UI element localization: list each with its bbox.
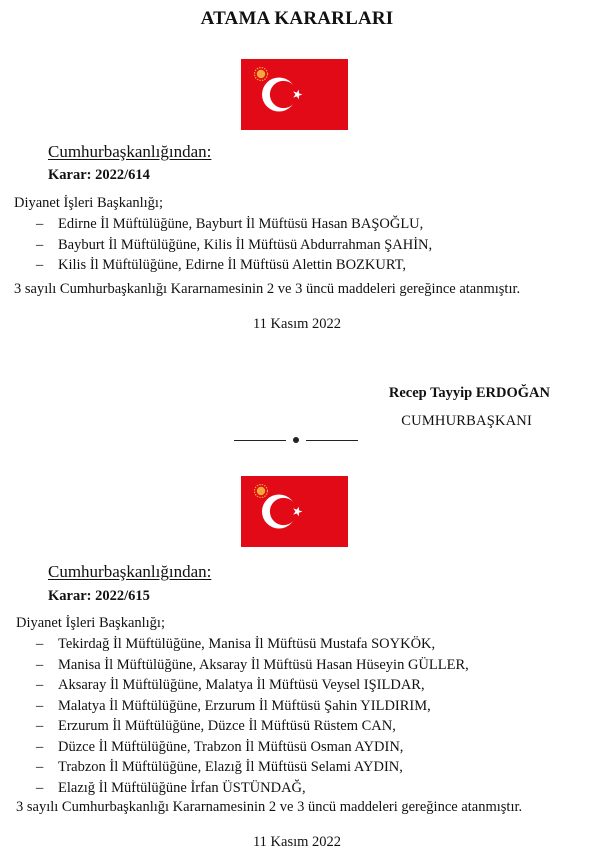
addressee: Diyanet İşleri Başkanlığı; — [14, 195, 163, 211]
decision-number: Karar: 2022/614 — [48, 167, 150, 183]
closing-statement: 3 sayılı Cumhurbaşkanlığı Kararnamesinin 2 ve 3 üncü maddeleri gereğince atanmıştır. — [16, 799, 523, 815]
section-separator — [0, 432, 594, 448]
list-item: – Bayburt İl Müftülüğüne, Kilis İl Müftüsü Abdurrahman ŞAHİN, — [36, 235, 432, 256]
signature-title: CUMHURBAŞKANI — [401, 413, 532, 429]
list-item: – Tekirdağ İl Müftülüğüne, Manisa İl Müftüsü Mustafa SOYKÖK, — [36, 634, 469, 655]
decision-date: 11 Kasım 2022 — [252, 834, 342, 850]
decision-number: Karar: 2022/615 — [48, 588, 150, 604]
list-item: – Düzce İl Müftülüğüne, Trabzon İl Müftüsü Osman AYDIN, — [36, 737, 469, 758]
list-item: – Erzurum İl Müftülüğüne, Düzce İl Müftüsü Rüstem CAN, — [36, 716, 469, 737]
list-item: – Malatya İl Müftülüğüne, Erzurum İl Müftüsü Şahin YILDIRIM, — [36, 696, 469, 717]
appointment-list — [36, 634, 469, 798]
closing-statement: 3 sayılı Cumhurbaşkanlığı Kararnamesinin 2 ve 3 üncü maddeleri gereğince atanmıştır. — [14, 281, 521, 297]
signature-name: Recep Tayyip ERDOĞAN — [388, 385, 550, 401]
addressee: Diyanet İşleri Başkanlığı; — [16, 615, 165, 631]
appointment-list — [36, 214, 432, 276]
list-item: – Edirne İl Müftülüğüne, Bayburt İl Müftüsü Hasan BAŞOĞLU, — [36, 214, 432, 235]
turkish-flag-icon — [241, 59, 348, 130]
list-item: – Elazığ İl Müftülüğüne İrfan ÜSTÜNDAĞ, — [36, 778, 469, 799]
issuer-heading: Cumhurbaşkanlığından: — [48, 562, 212, 581]
page-title: ATAMA KARARLARI — [200, 8, 394, 29]
list-item: – Manisa İl Müftülüğüne, Aksaray İl Müftüsü Hasan Hüseyin GÜLLER, — [36, 655, 469, 676]
list-item: – Trabzon İl Müftülüğüne, Elazığ İl Müftüsü Selami AYDIN, — [36, 757, 469, 778]
decision-date: 11 Kasım 2022 — [252, 316, 342, 332]
issuer-heading: Cumhurbaşkanlığından: — [48, 142, 212, 161]
list-item: – Aksaray İl Müftülüğüne, Malatya İl Müftüsü Veysel IŞILDAR, — [36, 675, 469, 696]
list-item: – Kilis İl Müftülüğüne, Edirne İl Müftüsü Alettin BOZKURT, — [36, 255, 432, 276]
turkish-flag-icon — [241, 476, 348, 547]
